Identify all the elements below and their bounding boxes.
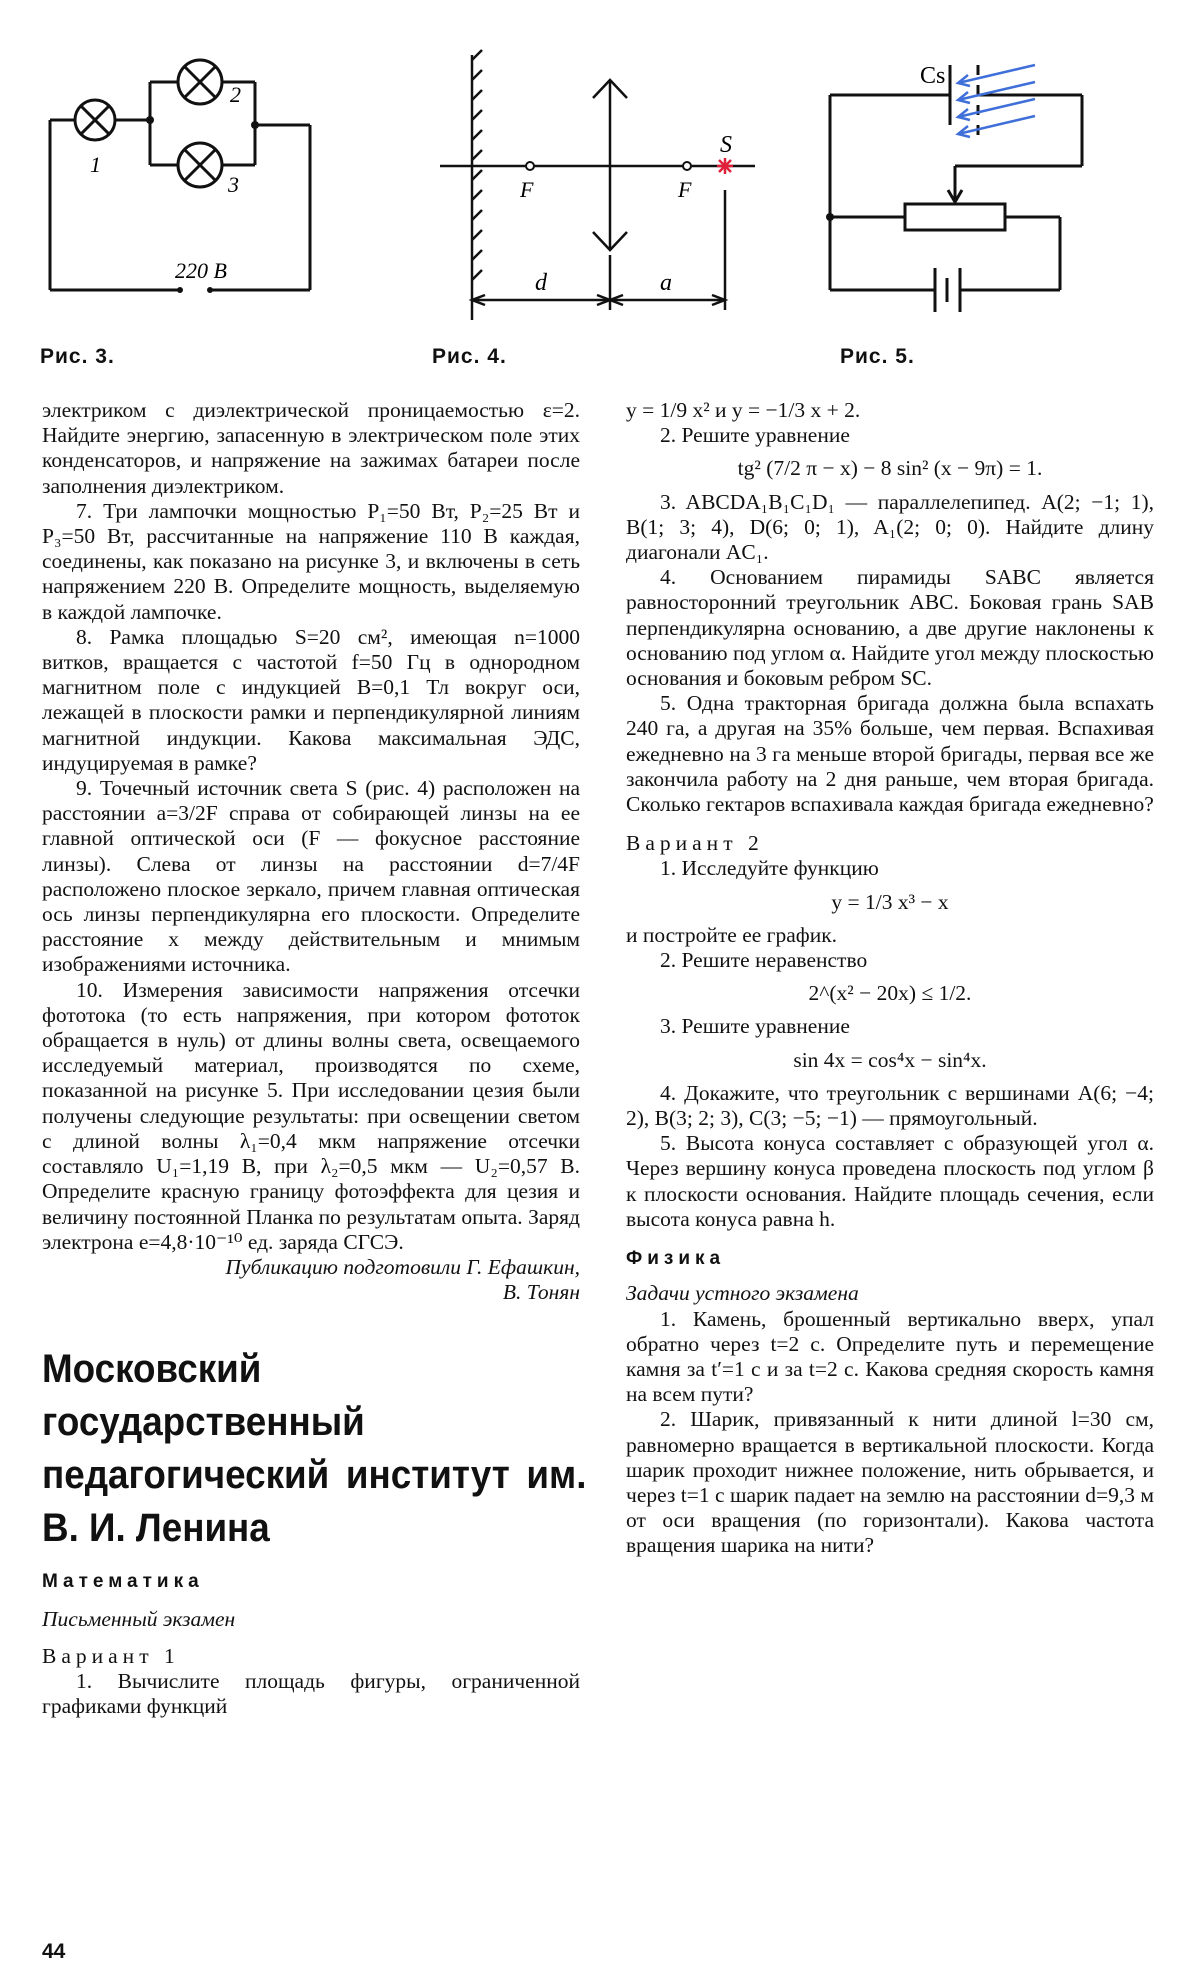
task-2: 2. Решите уравнение xyxy=(660,423,850,448)
variant-2-heading: Вариант 2 xyxy=(626,831,764,856)
task-4: 4. Докажите, что треугольник с вершинами A(6; −4; 2), B(3; 2; 3), C(3; −5; −1) — прямоугольный. xyxy=(626,1080,1154,1131)
problem-8: 8. Рамка площадью S=20 см², имеющая n=1000 витков, вращается с частотой f=50 Гц в однородном магнитном поле с индукцией B=0,1 Тл вокруг оси, лежащей в плоскости рамки и перпендикулярной линиям магнитной индукции. Какова максимальная ЭДС, индуцируемая в рамке? xyxy=(42,624,580,775)
lamp-3-label: 3 xyxy=(228,172,239,197)
institute-title: Московский государственный педагогический институт им. В. И. Ленина xyxy=(42,1347,587,1551)
distance-d-label: d xyxy=(535,270,547,296)
figure-3-caption: Рис. 3. xyxy=(40,345,115,368)
subsection-oral: Задачи устного экзамена xyxy=(626,1281,859,1306)
task-4: 4. Основанием пирамиды SABC является равносторонний треугольник ABC. Боковая грань SAB перпендикулярна основанию, а две другие наклонены к основанию под углом α. Найдите угол между плоскостью основания и боковым ребром SC. xyxy=(626,565,1154,691)
task-5: 5. Высота конуса составляет с образующей угол α. Через вершину конуса проведена плоскость под углом β к плоскости основания. Найдите площадь сечения, если высота конуса равна h. xyxy=(626,1131,1154,1231)
junction-dot xyxy=(146,116,154,124)
equation: sin 4x = cos⁴x − sin⁴x. xyxy=(793,1047,987,1072)
junction-dot xyxy=(251,121,259,129)
subsection-written: Письменный экзамен xyxy=(42,1606,236,1631)
problem-10: 10. Измерения зависимости напряжения отсечки фототока (то есть напряжения, при котором фототок обращается в нуль) от длины волны света, освещаемого исследуемый материал, производятся по схеме, показанной на рисунке 5. При исследовании цезия были получены следующие результаты: при освещении светом с длиной волны λ₁=0,4 мкм напряжение отсечки составляло U₁=1,19 В, при λ₂=0,5 мкм — U₂=0,57 В. Определите красную границу фотоэффекта для цезия и величину постоянной Планка по результатам опыта. Заряд электрона e=4,8·10⁻¹⁰ ед. заряда СГСЭ. xyxy=(42,977,580,1254)
equation: y = 1/3 x³ − x xyxy=(831,889,949,914)
equation: y = 1/9 x² и y = −1/3 x + 2. xyxy=(626,398,861,422)
problem-9: 9. Точечный источник света S (рис. 4) расположен на расстоянии a=3/2F справа от собирающей линзы на ее главной оптической оси (F — фокусное расстояние линзы). Слева от линзы на расстоянии d=7/4F расположено плоское зеркало, причем главная оптическая ось линзы перпендикулярна его плоскости. Определите расстояние x между действительным и мнимым изображениями источника. xyxy=(42,776,580,977)
lamp-1-label: 1 xyxy=(90,152,101,177)
physics-task-1: 1. Камень, брошенный вертикально вверх, упал обратно через t=2 с. Определите путь и перемещение камня за t′=1 с и за t=2 с. Какова средняя скорость камня на всем пути? xyxy=(626,1306,1154,1407)
distance-a-label: a xyxy=(660,270,672,296)
light-rays xyxy=(958,65,1035,137)
page-number: 44 xyxy=(42,1940,66,1963)
section-math: Математика xyxy=(42,1571,204,1593)
task-1: 1. Исследуйте функцию xyxy=(660,856,879,881)
focus-left-label: F xyxy=(520,177,534,202)
section-physics: Физика xyxy=(626,1248,726,1270)
figure-4-optics xyxy=(430,40,760,320)
equation: 2^(x² − 20x) ≤ 1/2. xyxy=(808,981,972,1006)
left-column xyxy=(42,398,587,1719)
voltage-label: 220 В xyxy=(175,258,227,283)
equation: tg² (7/2 π − x) − 8 sin² (x − 9π) = 1. xyxy=(737,456,1043,481)
task-2: 2. Решите неравенство xyxy=(660,948,868,973)
signature-line: Публикацию подготовили Г. Ефашкин, xyxy=(225,1254,580,1279)
task-5: 5. Одна тракторная бригада должна была вспахать 240 га, а другая на 35% больше, чем первая. Вспахивая ежедневно на 3 га меньше второй бригады, первая все же закончила работу на 2 дня раньше, чем вторая бригада. Сколько гектаров вспахивала каждая бригада ежедневно? xyxy=(626,691,1154,817)
right-column xyxy=(626,398,1154,1559)
problem-7: 7. Три лампочки мощностью P₁=50 Вт, P₂=25 Вт и P₃=50 Вт, рассчитанные на напряжение 110 В каждая, соединены, как показано на рисунке 3, и включены в сеть напряжением 220 В. Определите мощность, выделяемую в каждой лампочке. xyxy=(42,498,580,624)
figure-4-caption: Рис. 4. xyxy=(432,345,507,368)
figure-3-circuit xyxy=(40,40,340,320)
lamp-2-label: 2 xyxy=(230,82,241,107)
focus-right-label: F xyxy=(678,177,692,202)
signature-line: В. Тонян xyxy=(502,1280,580,1305)
figure-5-photocell-circuit xyxy=(820,40,1150,320)
source-label: S xyxy=(720,132,732,158)
physics-task-2: 2. Шарик, привязанный к нити длиной l=30 см, равномерно вращается в вертикальной плоскости. Когда шарик проходит нижнее положение, нить обрывается, и через t=1 с шарик падает на землю на расстоянии d=9,3 м от оси вращения (по горизонтали). Какова частота вращения шарика на нити? xyxy=(626,1407,1154,1558)
cathode-label: Cs xyxy=(920,63,946,89)
task-3: 3. ABCDA₁B₁C₁D₁ — параллелепипед. A(2; −1; 1), B(1; 3; 4), D(6; 0; 1), A₁(2; 0; 0). Найдите длину диагонали AC₁. xyxy=(626,489,1154,565)
task-1: 1. Вычислите площадь фигуры, ограниченной графиками функций xyxy=(42,1668,580,1719)
light-source-marker xyxy=(717,158,733,174)
paragraph: электриком с диэлектрической проницаемостью ε=2. Найдите энергию, запасенную в электрическом поле этих конденсаторов, и напряжение на зажимах батареи после заполнения диэлектриком. xyxy=(42,398,580,498)
figure-5-caption: Рис. 5. xyxy=(840,345,915,368)
variant-1-heading: Вариант 1 xyxy=(42,1643,180,1668)
task-3: 3. Решите уравнение xyxy=(660,1014,850,1039)
paragraph: и постройте ее график. xyxy=(626,922,838,947)
